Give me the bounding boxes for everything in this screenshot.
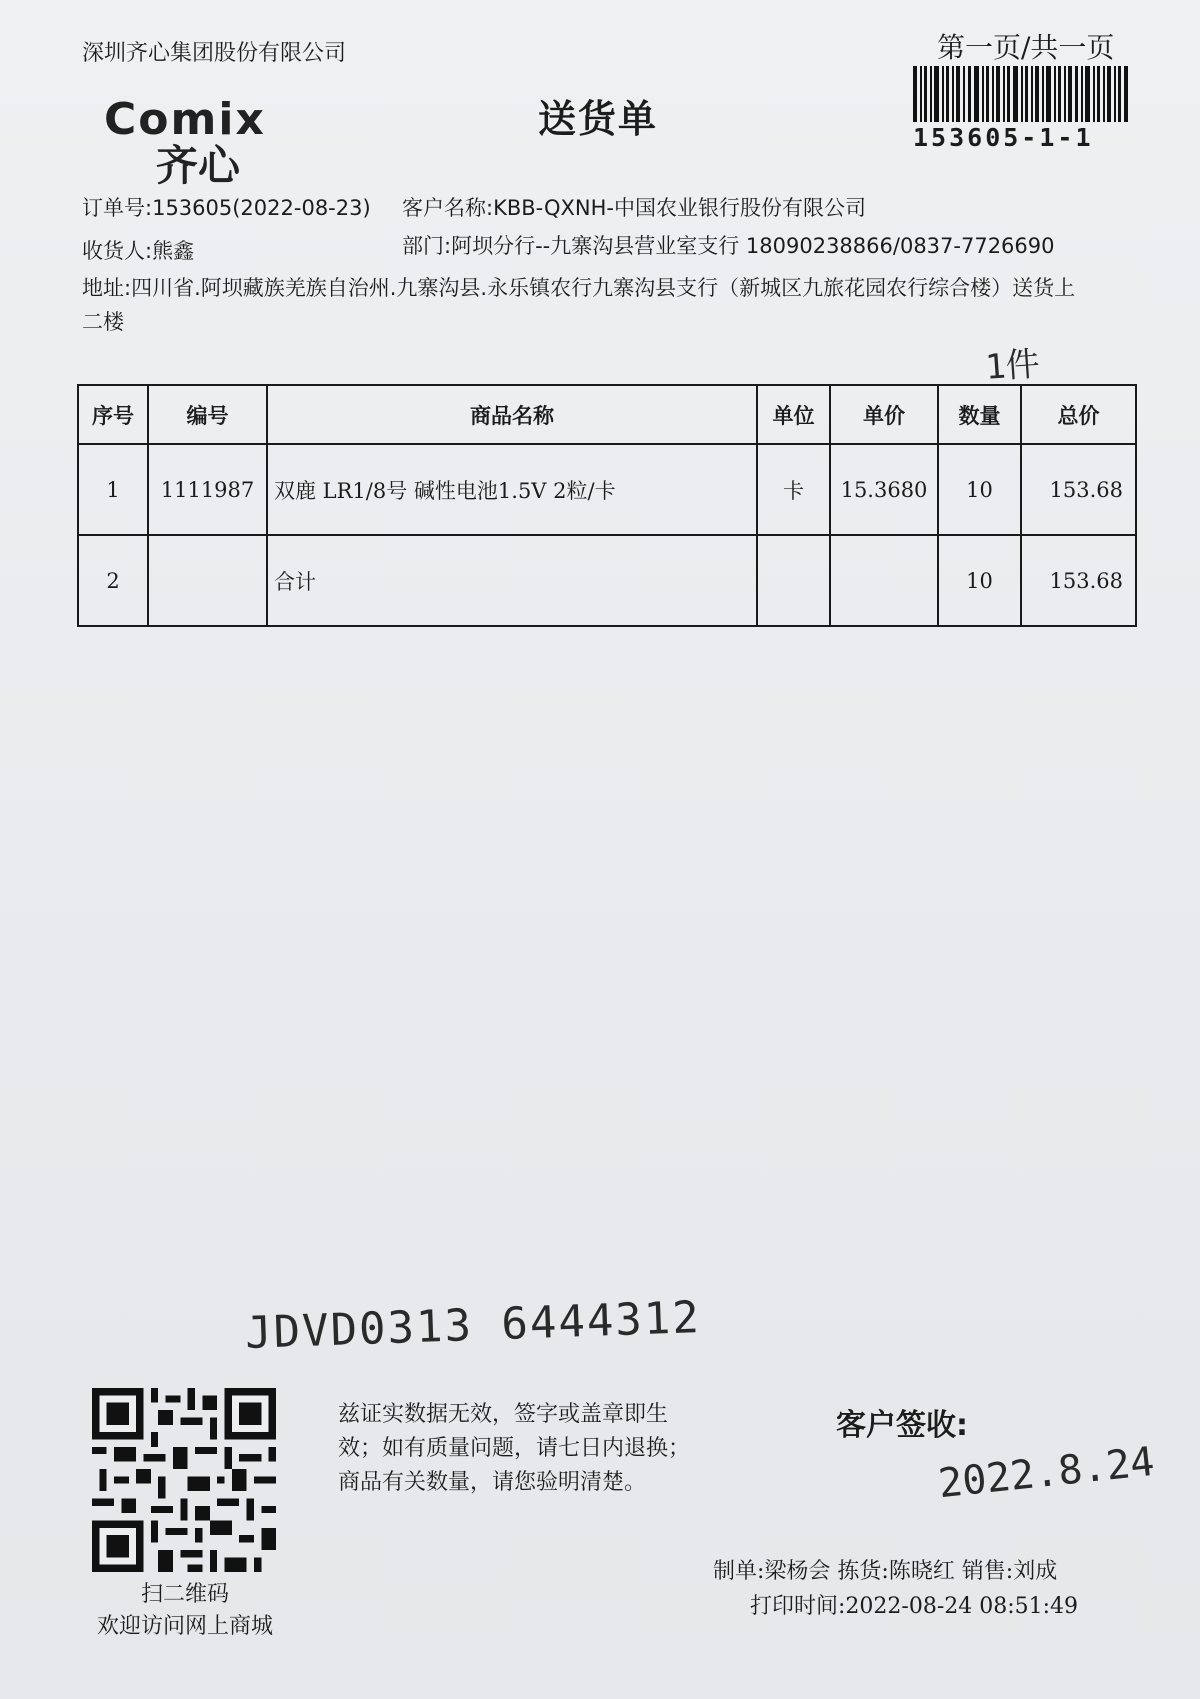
items-table: [77, 384, 1137, 627]
order-number-value: 153605(2022-08-23): [152, 196, 371, 220]
qr-caption-line-2: 欢迎访问网上商城: [96, 1614, 273, 1639]
cell-unit: [757, 535, 830, 626]
column-header: 总价: [1021, 385, 1136, 444]
cell-unit-price: 15.3680: [830, 444, 938, 535]
qr-caption: [70, 1579, 300, 1643]
column-header: 单位: [757, 385, 830, 444]
cell-total: 153.68: [1021, 444, 1136, 535]
column-header: 单价: [830, 385, 938, 444]
handwritten-signoff-date: 2022.8.24: [936, 1438, 1157, 1508]
logo-wordmark: Comix: [104, 94, 266, 145]
address-value: 四川省.阿坝藏族羌族自治州.九寨沟县.永乐镇农行九寨沟县支行（新城区九旅花园农行综合楼）送货上: [131, 276, 1076, 300]
table-header-row: [78, 385, 1136, 444]
cell-unit-price: [830, 535, 938, 626]
terms-line-2: 效；如有质量问题，请七日内退换；: [338, 1436, 691, 1461]
cell-product-name: 合计: [267, 535, 757, 626]
order-number-row: [82, 192, 371, 222]
handwritten-tracking-number: JDVD0313 6444312: [244, 1292, 702, 1359]
cell-quantity: 10: [938, 535, 1021, 626]
terms-line-3: 商品有关数量，请您验明清楚。: [338, 1470, 647, 1495]
customer-value: KBB-QXNH-中国农业银行股份有限公司: [493, 196, 867, 220]
table-row: [78, 535, 1136, 626]
address-line-2: 二楼: [82, 310, 124, 334]
qr-caption-line-1: 扫二维码: [140, 1582, 229, 1607]
cell-product-name: 双鹿 LR1/8号 碱性电池1.5V 2粒/卡: [267, 444, 757, 535]
document-title: 送货单: [538, 97, 659, 141]
department-row: [402, 230, 1055, 260]
cell-code: [148, 535, 267, 626]
table-row: [78, 444, 1136, 535]
qr-code-image: [92, 1388, 276, 1572]
address-label: 地址:: [82, 276, 132, 300]
cell-seq: 1: [78, 444, 148, 535]
cell-seq: 2: [78, 535, 148, 626]
terms-note: [338, 1398, 758, 1500]
comix-logo: [104, 92, 336, 187]
print-time: 打印时间:2022-08-24 08:51:49: [750, 1594, 1079, 1619]
order-barcode-number: 153605-1-1: [913, 123, 1094, 152]
customer-label: 客户名称:: [402, 196, 494, 220]
page-indicator: 第一页/共一页: [937, 31, 1115, 64]
order-number-label: 订单号:: [82, 196, 153, 220]
barcode-image: [913, 66, 1128, 122]
logo-chinese: 齐心: [156, 141, 241, 187]
terms-line-1: 兹证实数据无效，签字或盖章即生: [338, 1402, 669, 1427]
column-header: 数量: [938, 385, 1021, 444]
cell-unit: 卡: [757, 444, 830, 535]
handwritten-quantity-note: 1件: [983, 344, 1042, 388]
company-name: 深圳齐心集团股份有限公司: [82, 41, 347, 66]
receiver-row: [82, 235, 194, 265]
customer-signoff-label: 客户签收:: [836, 1408, 968, 1443]
receiver-label: 收货人:: [82, 239, 153, 263]
address-row: [82, 272, 1075, 302]
column-header: 商品名称: [267, 385, 757, 444]
cell-total: 153.68: [1021, 535, 1136, 626]
department-value: 阿坝分行--九寨沟县营业室支行 18090238866/0837-7726690: [451, 234, 1055, 258]
customer-row: [402, 192, 866, 222]
staff-info: 制单:梁杨会 拣货:陈晓红 销售:刘成: [713, 1559, 1058, 1584]
cell-code: 1111987: [148, 444, 267, 535]
column-header: 编号: [148, 385, 267, 444]
receiver-value: 熊鑫: [152, 239, 195, 263]
department-label: 部门:: [402, 234, 452, 258]
cell-quantity: 10: [938, 444, 1021, 535]
column-header: 序号: [78, 385, 148, 444]
